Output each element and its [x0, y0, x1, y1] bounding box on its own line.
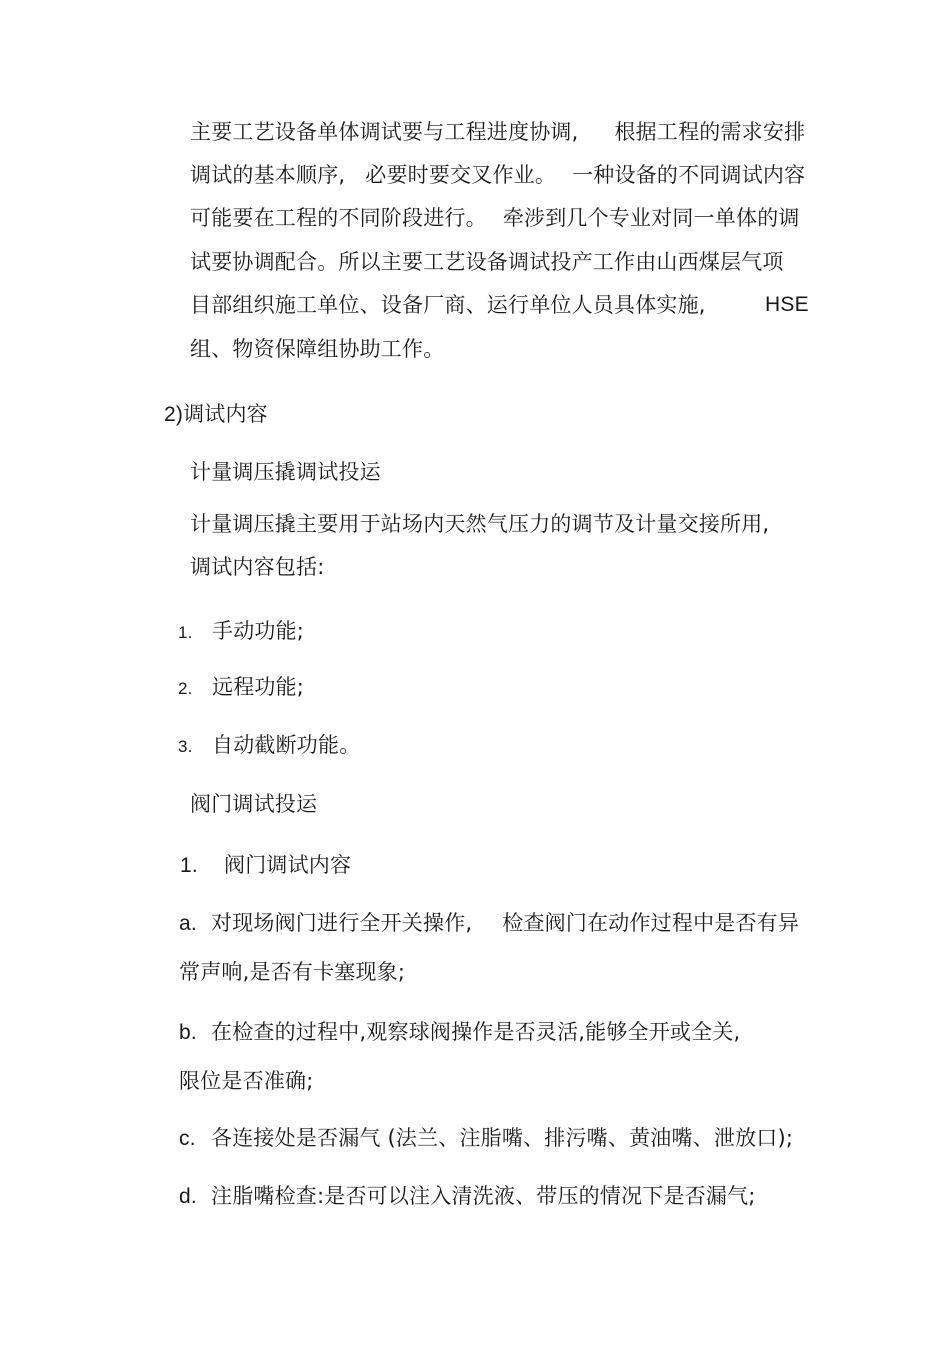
intro-line-6 — [190, 335, 444, 363]
valve-item-c — [179, 1124, 793, 1153]
intro-text: 可能要在工程的不同阶段进行。 — [190, 206, 487, 230]
item-text: 各连接处是否漏气 (法兰、注脂嘴、排污嘴、黄油嘴、泄放口); — [211, 1126, 794, 1150]
list-text: 手动功能; — [212, 619, 305, 643]
sub-title: 阀门调试内容 — [224, 853, 352, 877]
metering-heading: 计量调压撬调试投运 — [190, 460, 381, 484]
sub-number: 1. — [180, 854, 198, 877]
metering-desc-2: 调试内容包括: — [190, 555, 325, 579]
intro-text: 牵涉到几个专业对同一单体的调 — [502, 206, 800, 230]
intro-text: 目部组织施工单位、设备厂商、运行单位人员具体实施, — [190, 293, 706, 317]
list-text: 远程功能; — [212, 675, 305, 699]
valve-item-b — [179, 1018, 740, 1047]
intro-text: 试要协调配合。所以主要工艺设备调试投产工作由山西煤层气项 — [190, 250, 784, 274]
valve-item-a-cont: 常声响,是否有卡塞现象; — [179, 960, 406, 984]
item-text: 在检查的过程中,观察球阀操作是否灵活,能够全开或全关, — [211, 1020, 741, 1044]
intro-text: 必要时要交叉作业。 — [365, 163, 557, 187]
section-title: 调试内容 — [183, 402, 268, 426]
intro-text: 调试的基本顺序, — [190, 163, 346, 187]
list-item — [178, 673, 304, 703]
intro-text: 组、物资保障组协助工作。 — [190, 337, 445, 361]
valve-item-d — [179, 1182, 756, 1211]
list-item — [178, 617, 304, 647]
item-label: d. — [179, 1185, 197, 1208]
item-label: a. — [179, 912, 197, 935]
valve-item-b-cont: 限位是否准确; — [179, 1069, 314, 1093]
valve-item-a — [179, 909, 799, 938]
hse-label: HSE — [765, 293, 809, 316]
intro-line-5 — [190, 291, 706, 319]
item-label: b. — [179, 1021, 197, 1044]
list-text: 自动截断功能。 — [212, 733, 361, 757]
section-number: 2) — [164, 403, 184, 426]
list-item — [178, 731, 360, 761]
intro-line-3 — [190, 204, 800, 232]
section-heading — [164, 400, 268, 429]
intro-line-4 — [190, 248, 784, 276]
intro-line-2 — [190, 161, 805, 189]
metering-desc-1: 计量调压撬主要用于站场内天然气压力的调节及计量交接所用, — [190, 512, 770, 536]
intro-text: 根据工程的需求安排 — [614, 120, 806, 144]
item-label: c. — [179, 1127, 196, 1150]
intro-text: 主要工艺设备单体调试要与工程进度协调, — [190, 120, 579, 144]
item-text: 对现场阀门进行全开关操作, — [211, 911, 473, 935]
intro-text: 一种设备的不同调试内容 — [572, 163, 806, 187]
intro-line-1 — [190, 118, 805, 146]
list-number: 1. — [178, 623, 193, 642]
valve-subheading — [180, 851, 351, 880]
list-number: 2. — [178, 679, 193, 698]
list-number: 3. — [178, 737, 193, 756]
item-text: 注脂嘴检查:是否可以注入清洗液、带压的情况下是否漏气; — [211, 1184, 756, 1208]
valve-heading: 阀门调试投运 — [190, 792, 318, 816]
item-text: 检查阀门在动作过程中是否有异 — [502, 911, 800, 935]
